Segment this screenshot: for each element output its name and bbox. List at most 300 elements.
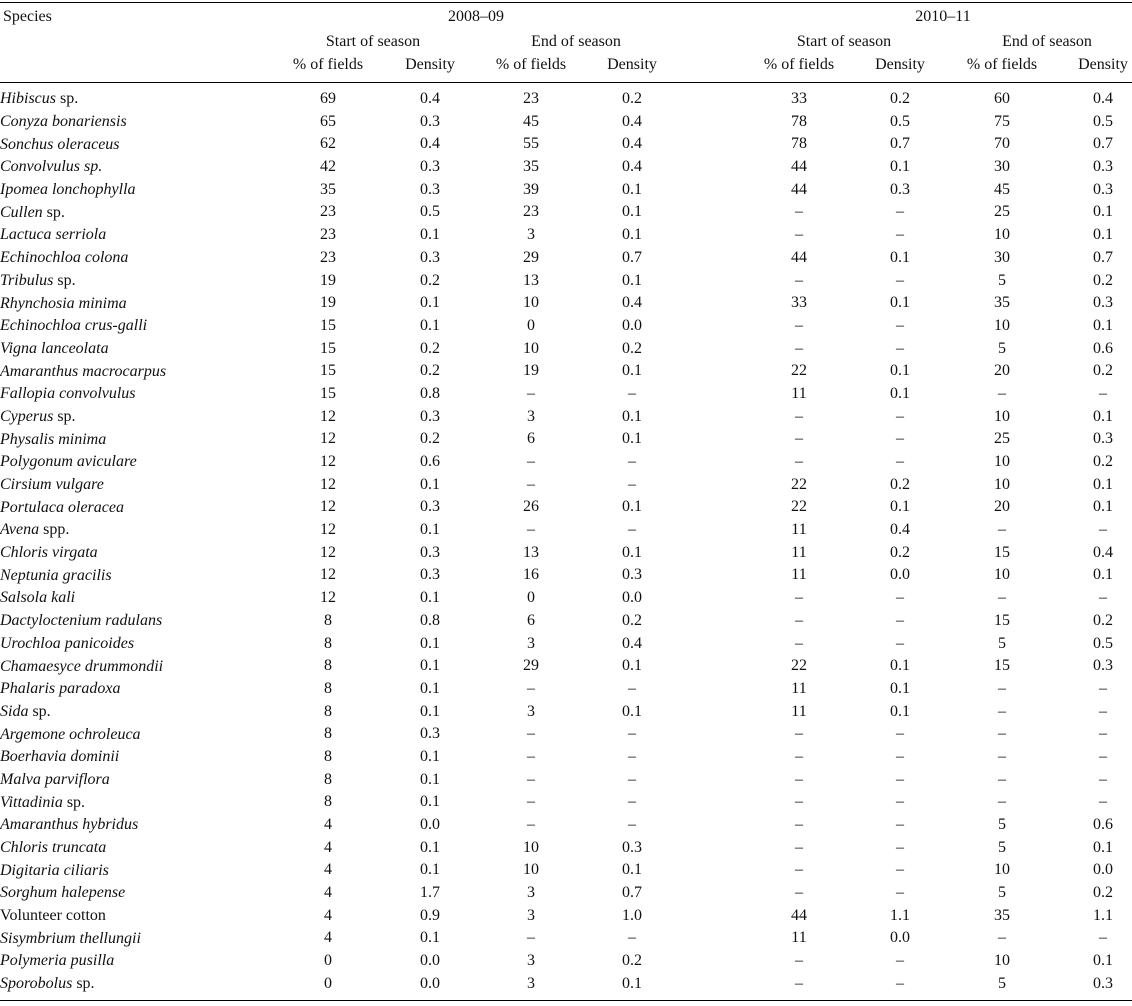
value-cell: – bbox=[527, 453, 535, 470]
value-cell: – bbox=[896, 952, 904, 970]
species-name-italic: Sida bbox=[0, 702, 29, 720]
value-cell: – bbox=[527, 475, 535, 493]
value-cell: 6 bbox=[527, 430, 535, 448]
value-cell: 0.1 bbox=[1093, 838, 1113, 856]
value-cell: – bbox=[795, 770, 803, 788]
value-cell: – bbox=[998, 747, 1006, 765]
table-row bbox=[0, 338, 1132, 361]
species-name-italic: Chamaesyce drummondii bbox=[0, 657, 164, 675]
value-cell: – bbox=[795, 589, 803, 607]
end-season-header-1: End of season bbox=[531, 33, 621, 50]
species-name-italic: Conyza bonariensis bbox=[0, 113, 127, 131]
table-row bbox=[0, 292, 1132, 315]
value-cell: 19 bbox=[320, 271, 336, 289]
value-cell: – bbox=[795, 430, 803, 448]
value-cell: 3 bbox=[527, 906, 535, 924]
value-cell: – bbox=[1099, 679, 1107, 697]
value-cell: 0.1 bbox=[420, 838, 440, 856]
value-cell: 0.0 bbox=[622, 589, 642, 607]
value-cell: 0.6 bbox=[420, 453, 440, 470]
pct-fields-header-1: % of fields bbox=[292, 56, 364, 73]
species-name bbox=[0, 814, 1132, 837]
value-cell: 0.1 bbox=[420, 770, 440, 788]
value-cell: 10 bbox=[523, 339, 539, 357]
value-cell: 0.1 bbox=[622, 430, 642, 448]
species-name bbox=[0, 701, 1132, 724]
value-cell: 0.1 bbox=[622, 226, 642, 244]
species-table bbox=[0, 88, 1132, 996]
period-2008-header: 2008–09 bbox=[448, 8, 504, 25]
value-cell: – bbox=[896, 884, 904, 902]
value-cell: 45 bbox=[994, 180, 1010, 198]
value-cell: 8 bbox=[324, 611, 332, 629]
value-cell: 0.3 bbox=[420, 725, 440, 743]
value-cell: 8 bbox=[324, 657, 332, 675]
value-cell: 26 bbox=[523, 498, 539, 516]
species-name-italic: Chloris truncata bbox=[0, 839, 107, 857]
value-cell: 0.1 bbox=[420, 929, 440, 947]
table-row bbox=[0, 179, 1132, 202]
species-name-italic: Phalaris paradoxa bbox=[0, 680, 121, 698]
value-cell: 0.2 bbox=[890, 475, 910, 493]
value-cell: 42 bbox=[320, 158, 336, 176]
table-row bbox=[0, 723, 1132, 746]
table-row bbox=[0, 360, 1132, 383]
value-cell: 3 bbox=[527, 952, 535, 970]
value-cell: 12 bbox=[320, 453, 336, 470]
bottom-rule bbox=[0, 1000, 1132, 1001]
species-name bbox=[0, 973, 1132, 996]
species-name-italic: Sisymbrium thellungii bbox=[0, 929, 141, 947]
value-cell: 6 bbox=[527, 611, 535, 629]
table-row bbox=[0, 746, 1132, 769]
value-cell: 0.1 bbox=[1093, 203, 1113, 221]
value-cell: 0.2 bbox=[1093, 271, 1113, 289]
value-cell: 0.6 bbox=[1093, 816, 1113, 833]
species-name bbox=[0, 111, 1132, 134]
value-cell: 0.4 bbox=[622, 112, 642, 130]
species-name-italic: Amaranthus hybridus bbox=[0, 816, 139, 834]
value-cell: 0.1 bbox=[420, 679, 440, 697]
value-cell: 0.3 bbox=[420, 180, 440, 198]
value-cell: – bbox=[998, 725, 1006, 743]
species-name bbox=[0, 950, 1132, 973]
value-cell: 0.1 bbox=[420, 589, 440, 607]
species-name bbox=[0, 247, 1132, 270]
value-cell: – bbox=[1099, 929, 1107, 947]
table-row bbox=[0, 950, 1132, 973]
table-row bbox=[0, 587, 1132, 610]
table-row bbox=[0, 791, 1132, 814]
value-cell: 0.3 bbox=[1093, 657, 1113, 675]
species-name-italic: Sporobolus bbox=[0, 975, 73, 993]
value-cell: 1.7 bbox=[420, 884, 440, 902]
value-cell: 0.2 bbox=[1093, 362, 1113, 380]
value-cell: 44 bbox=[791, 906, 807, 924]
value-cell: 0.0 bbox=[890, 929, 910, 947]
value-cell: 69 bbox=[320, 90, 336, 107]
value-cell: 23 bbox=[320, 226, 336, 244]
species-name-italic: Malva parviflora bbox=[0, 770, 110, 788]
value-cell: 0.4 bbox=[622, 135, 642, 153]
value-cell: – bbox=[896, 430, 904, 448]
species-name bbox=[0, 156, 1132, 179]
value-cell: – bbox=[896, 339, 904, 357]
value-cell: 23 bbox=[320, 203, 336, 221]
value-cell: 12 bbox=[320, 589, 336, 607]
value-cell: 8 bbox=[324, 679, 332, 697]
value-cell: – bbox=[527, 770, 535, 788]
value-cell: 0.0 bbox=[622, 316, 642, 334]
value-cell: 0.2 bbox=[420, 430, 440, 448]
species-name-italic: Tribulus bbox=[0, 271, 54, 289]
species-name bbox=[0, 383, 1132, 406]
species-name bbox=[0, 837, 1132, 860]
value-cell: 35 bbox=[523, 158, 539, 176]
value-cell: 5 bbox=[998, 884, 1006, 902]
value-cell: 11 bbox=[791, 566, 807, 584]
species-name-italic: Dactyloctenium radulans bbox=[0, 612, 163, 630]
species-name-italic: Fallopia convolvulus bbox=[0, 385, 136, 403]
value-cell: – bbox=[896, 747, 904, 765]
value-cell: – bbox=[628, 453, 636, 470]
species-name bbox=[0, 88, 1132, 111]
value-cell: 0.2 bbox=[1093, 884, 1113, 902]
value-cell: 4 bbox=[324, 929, 332, 947]
value-cell: 30 bbox=[994, 248, 1010, 266]
species-name bbox=[0, 338, 1132, 361]
species-name bbox=[0, 564, 1132, 587]
value-cell: – bbox=[527, 384, 535, 402]
value-cell: 35 bbox=[994, 906, 1010, 924]
value-cell: 0.1 bbox=[890, 384, 910, 402]
value-cell: 4 bbox=[324, 884, 332, 902]
value-cell: – bbox=[896, 589, 904, 607]
value-cell: – bbox=[795, 952, 803, 970]
table-row bbox=[0, 542, 1132, 565]
value-cell: 8 bbox=[324, 770, 332, 788]
value-cell: 0.1 bbox=[622, 702, 642, 720]
species-name-italic: Cyperus bbox=[0, 407, 54, 425]
species-name bbox=[0, 201, 1132, 224]
species-name-italic: Hibiscus bbox=[0, 90, 56, 108]
value-cell: 0.0 bbox=[420, 952, 440, 970]
species-name-suffix: sp. bbox=[62, 793, 86, 811]
value-cell: – bbox=[795, 725, 803, 743]
value-cell: – bbox=[896, 974, 904, 992]
table-row bbox=[0, 859, 1132, 882]
value-cell: 0.1 bbox=[622, 407, 642, 425]
value-cell: 0.4 bbox=[1093, 90, 1113, 107]
value-cell: 0.9 bbox=[420, 906, 440, 924]
species-name bbox=[0, 406, 1132, 429]
value-cell: 19 bbox=[523, 362, 539, 380]
value-cell: 10 bbox=[994, 861, 1010, 879]
value-cell: 0.7 bbox=[890, 135, 910, 153]
value-cell: 0.2 bbox=[420, 362, 440, 380]
value-cell: 0.1 bbox=[622, 543, 642, 561]
table-row bbox=[0, 973, 1132, 996]
species-name-italic: Portulaca oleracea bbox=[0, 498, 124, 516]
value-cell: 0.1 bbox=[420, 294, 440, 312]
value-cell: 0.6 bbox=[1093, 339, 1113, 357]
pct-fields-header-4: % of fields bbox=[966, 56, 1038, 73]
value-cell: 0.4 bbox=[622, 158, 642, 176]
value-cell: – bbox=[795, 974, 803, 992]
value-cell: 0.3 bbox=[1093, 974, 1113, 992]
species-name bbox=[0, 133, 1132, 156]
species-name-italic: Digitaria ciliaris bbox=[0, 861, 109, 879]
value-cell: 0.1 bbox=[890, 679, 910, 697]
value-cell: – bbox=[795, 816, 803, 833]
value-cell: – bbox=[896, 725, 904, 743]
species-name bbox=[0, 927, 1132, 950]
species-name-suffix: sp. bbox=[28, 702, 51, 720]
value-cell: 8 bbox=[324, 634, 332, 652]
value-cell: 0.4 bbox=[420, 90, 440, 107]
value-cell: 0.3 bbox=[1093, 430, 1113, 448]
species-name-italic: Salsola kali bbox=[0, 589, 76, 607]
value-cell: 13 bbox=[523, 271, 539, 289]
table-row bbox=[0, 927, 1132, 950]
value-cell: 0 bbox=[324, 974, 332, 992]
value-cell: 65 bbox=[320, 112, 336, 130]
table-row bbox=[0, 496, 1132, 519]
value-cell: 15 bbox=[320, 384, 336, 402]
value-cell: 0.2 bbox=[622, 952, 642, 970]
value-cell: 0.2 bbox=[890, 543, 910, 561]
value-cell: 10 bbox=[994, 566, 1010, 584]
species-name-italic: Polymeria pusilla bbox=[0, 952, 115, 970]
value-cell: 0.1 bbox=[890, 158, 910, 176]
value-cell: 0.3 bbox=[420, 248, 440, 266]
value-cell: 35 bbox=[994, 294, 1010, 312]
species-name-italic: Sonchus oleraceus bbox=[0, 135, 120, 153]
value-cell: 0.0 bbox=[1093, 861, 1113, 879]
period-2010-header: 2010–11 bbox=[915, 8, 971, 25]
value-cell: – bbox=[896, 816, 904, 833]
value-cell: 11 bbox=[791, 679, 807, 697]
value-cell: – bbox=[795, 339, 803, 357]
value-cell: 19 bbox=[320, 294, 336, 312]
value-cell: 0.8 bbox=[420, 611, 440, 629]
species-name-suffix: sp. bbox=[42, 203, 65, 221]
value-cell: 0.1 bbox=[890, 657, 910, 675]
table-row bbox=[0, 156, 1132, 179]
species-name-suffix: spp. bbox=[39, 521, 70, 539]
species-name-italic: Vigna lanceolata bbox=[0, 339, 109, 357]
species-name bbox=[0, 292, 1132, 315]
species-name-suffix: sp. bbox=[53, 271, 76, 289]
value-cell: 0.1 bbox=[890, 362, 910, 380]
top-rule bbox=[0, 2, 1132, 3]
value-cell: – bbox=[795, 634, 803, 652]
value-cell: – bbox=[896, 271, 904, 289]
value-cell: – bbox=[795, 793, 803, 811]
value-cell: 23 bbox=[523, 90, 539, 107]
value-cell: 0.3 bbox=[1093, 294, 1113, 312]
value-cell: 0.7 bbox=[1093, 248, 1113, 266]
value-cell: – bbox=[628, 679, 636, 697]
value-cell: – bbox=[1099, 793, 1107, 811]
value-cell: 0.1 bbox=[1093, 952, 1113, 970]
start-season-header-2: Start of season bbox=[796, 33, 892, 50]
value-cell: – bbox=[527, 793, 535, 811]
value-cell: 0.2 bbox=[622, 611, 642, 629]
value-cell: 1.1 bbox=[890, 906, 910, 924]
species-name-italic: Cullen bbox=[0, 203, 43, 221]
value-cell: – bbox=[896, 226, 904, 244]
value-cell: 0.7 bbox=[622, 884, 642, 902]
species-name bbox=[0, 542, 1132, 565]
species-name bbox=[0, 451, 1132, 474]
value-cell: 0.3 bbox=[420, 112, 440, 130]
table-row bbox=[0, 88, 1132, 111]
value-cell: – bbox=[998, 589, 1006, 607]
value-cell: 0.2 bbox=[420, 339, 440, 357]
value-cell: – bbox=[795, 838, 803, 856]
value-cell: – bbox=[998, 679, 1006, 697]
value-cell: 0.1 bbox=[1093, 407, 1113, 425]
value-cell: 12 bbox=[320, 498, 336, 516]
value-cell: 45 bbox=[523, 112, 539, 130]
value-cell: 0 bbox=[527, 589, 535, 607]
table-row bbox=[0, 701, 1132, 724]
species-name-italic: Ipomea lonchophylla bbox=[0, 181, 136, 199]
value-cell: 8 bbox=[324, 793, 332, 811]
value-cell: – bbox=[527, 679, 535, 697]
value-cell: – bbox=[795, 226, 803, 244]
value-cell: 10 bbox=[994, 226, 1010, 244]
value-cell: 12 bbox=[320, 521, 336, 539]
species-name-italic: Sorghum halepense bbox=[0, 884, 126, 902]
pct-fields-header-3: % of fields bbox=[763, 56, 835, 73]
value-cell: 0.1 bbox=[420, 634, 440, 652]
table-row bbox=[0, 315, 1132, 338]
species-name-italic: Chloris virgata bbox=[0, 544, 98, 562]
species-name-italic: Convolvulus sp. bbox=[0, 158, 103, 176]
value-cell: 44 bbox=[791, 180, 807, 198]
value-cell: – bbox=[1099, 770, 1107, 788]
table-row bbox=[0, 383, 1132, 406]
value-cell: – bbox=[795, 271, 803, 289]
value-cell: 0.5 bbox=[420, 203, 440, 221]
value-cell: 0.4 bbox=[622, 294, 642, 312]
value-cell: 0.2 bbox=[420, 271, 440, 289]
value-cell: 15 bbox=[320, 362, 336, 380]
value-cell: 0.3 bbox=[622, 566, 642, 584]
value-cell: – bbox=[628, 793, 636, 811]
density-header-3: Density bbox=[875, 56, 925, 73]
table-row bbox=[0, 837, 1132, 860]
value-cell: – bbox=[998, 384, 1006, 402]
species-header: Species bbox=[3, 8, 52, 25]
species-name-italic: Physalis minima bbox=[0, 430, 107, 448]
value-cell: 11 bbox=[791, 384, 807, 402]
species-name-suffix: Volunteer cotton bbox=[0, 907, 106, 925]
table-row bbox=[0, 814, 1132, 837]
value-cell: – bbox=[896, 407, 904, 425]
value-cell: – bbox=[795, 861, 803, 879]
value-cell: – bbox=[998, 702, 1006, 720]
table-row bbox=[0, 451, 1132, 474]
value-cell: 39 bbox=[523, 180, 539, 198]
species-name-italic: Echinochloa colona bbox=[0, 249, 129, 267]
value-cell: 20 bbox=[994, 498, 1010, 516]
value-cell: 13 bbox=[523, 543, 539, 561]
value-cell: – bbox=[628, 770, 636, 788]
species-name bbox=[0, 769, 1132, 792]
value-cell: 0.0 bbox=[890, 566, 910, 584]
value-cell: 16 bbox=[523, 566, 539, 584]
species-name-italic: Vittadinia bbox=[0, 793, 63, 811]
value-cell: 11 bbox=[791, 543, 807, 561]
value-cell: 0.1 bbox=[622, 861, 642, 879]
species-name bbox=[0, 224, 1132, 247]
value-cell: 0.1 bbox=[890, 498, 910, 516]
value-cell: 62 bbox=[320, 135, 336, 153]
value-cell: – bbox=[1099, 702, 1107, 720]
species-name bbox=[0, 610, 1132, 633]
value-cell: 0.1 bbox=[420, 226, 440, 244]
table-row bbox=[0, 769, 1132, 792]
value-cell: 11 bbox=[791, 929, 807, 947]
value-cell: 22 bbox=[791, 475, 807, 493]
value-cell: 0.1 bbox=[890, 294, 910, 312]
value-cell: – bbox=[527, 521, 535, 539]
table-row bbox=[0, 519, 1132, 542]
species-name-italic: Rhynchosia minima bbox=[0, 294, 127, 312]
species-name-suffix: sp. bbox=[56, 90, 79, 108]
value-cell: 11 bbox=[791, 702, 807, 720]
species-name-italic: Echinochloa crus-galli bbox=[0, 317, 148, 335]
value-cell: 10 bbox=[994, 453, 1010, 470]
value-cell: 4 bbox=[324, 816, 332, 833]
species-name bbox=[0, 270, 1132, 293]
species-name bbox=[0, 519, 1132, 542]
species-name-suffix: sp. bbox=[53, 407, 76, 425]
value-cell: – bbox=[628, 816, 636, 833]
table-row bbox=[0, 655, 1132, 678]
value-cell: 0.3 bbox=[420, 407, 440, 425]
value-cell: 3 bbox=[527, 634, 535, 652]
value-cell: 4 bbox=[324, 906, 332, 924]
value-cell: – bbox=[628, 521, 636, 539]
value-cell: 0.1 bbox=[622, 203, 642, 221]
value-cell: – bbox=[527, 725, 535, 743]
species-name-italic: Cirsium vulgare bbox=[0, 476, 104, 494]
species-name-italic: Urochloa panicoides bbox=[0, 634, 135, 652]
value-cell: 29 bbox=[523, 657, 539, 675]
value-cell: – bbox=[998, 770, 1006, 788]
value-cell: 70 bbox=[994, 135, 1010, 153]
table-row bbox=[0, 882, 1132, 905]
value-cell: 0.1 bbox=[622, 180, 642, 198]
value-cell: – bbox=[795, 747, 803, 765]
species-name-italic: Amaranthus macrocarpus bbox=[0, 362, 167, 380]
table-row bbox=[0, 610, 1132, 633]
value-cell: – bbox=[896, 453, 904, 470]
table-row bbox=[0, 678, 1132, 701]
value-cell: 33 bbox=[791, 90, 807, 107]
value-cell: 23 bbox=[320, 248, 336, 266]
value-cell: 20 bbox=[994, 362, 1010, 380]
value-cell: 78 bbox=[791, 112, 807, 130]
value-cell: 0.1 bbox=[420, 747, 440, 765]
value-cell: 0.2 bbox=[890, 90, 910, 107]
value-cell: 0.1 bbox=[890, 702, 910, 720]
value-cell: 5 bbox=[998, 838, 1006, 856]
